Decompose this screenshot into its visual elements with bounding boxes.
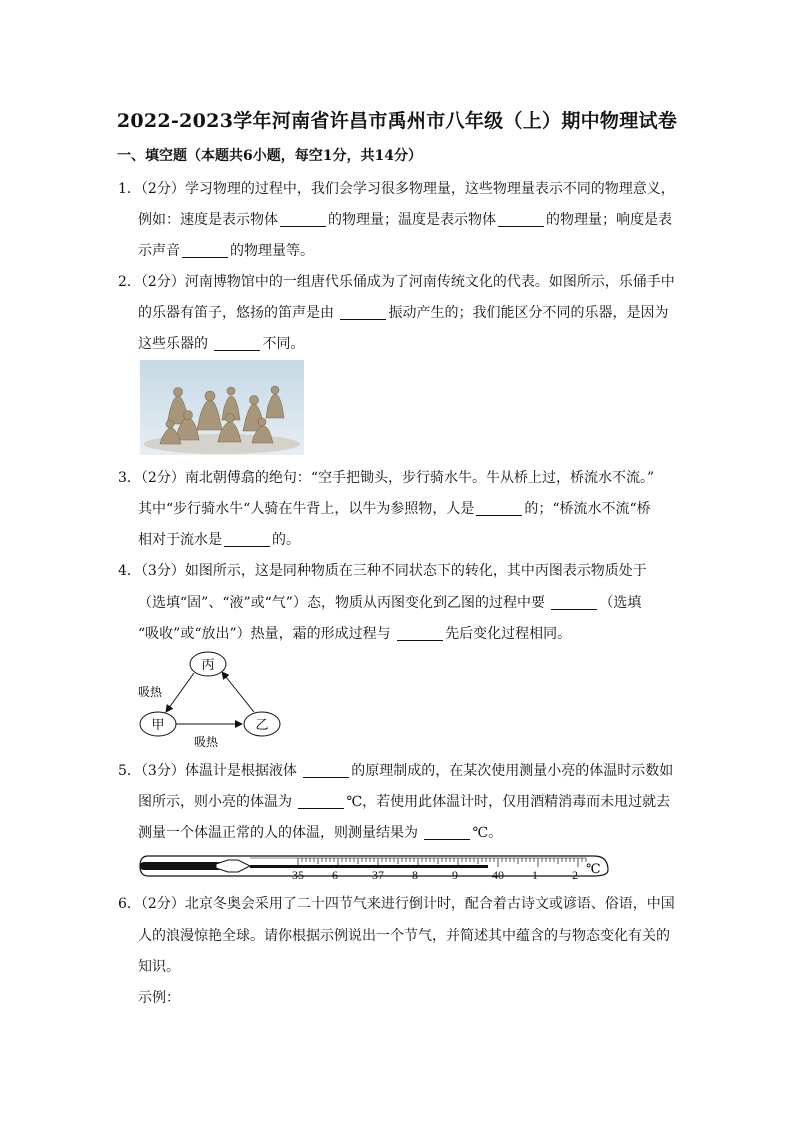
answer-blank[interactable] bbox=[498, 212, 544, 227]
edge-bottom-label: 吸热 bbox=[194, 735, 219, 749]
answer-blank[interactable] bbox=[551, 595, 597, 610]
q1-text: 的物理量；温度是表示物体 bbox=[328, 212, 496, 228]
edge-left-label: 吸热 bbox=[138, 685, 163, 699]
q5-text: 图所示，则小亮的体温为 bbox=[138, 794, 297, 810]
q1-text: 的物理量；响度是表 bbox=[546, 212, 672, 228]
answer-blank[interactable] bbox=[340, 305, 386, 320]
arrow-yi-to-bing bbox=[222, 672, 254, 712]
q3-text: 相对于流水是 bbox=[138, 532, 222, 548]
q4-text: （选填“固”、“液”或“气”）态，物质从丙图变化到乙图的过程中要 bbox=[138, 595, 550, 611]
q4-line3 bbox=[138, 623, 571, 643]
q5-text: 的原理制成的，在某次使用测量小亮的体温时示数如 bbox=[351, 763, 674, 779]
node-bing-label: 丙 bbox=[201, 658, 215, 673]
q3-text: 的。 bbox=[272, 532, 300, 548]
node-jia-label: 甲 bbox=[151, 718, 165, 733]
thermometer-unit: ℃ bbox=[586, 862, 601, 877]
tick-label: 6 bbox=[332, 868, 338, 882]
q3-text: 其中“步行骑水牛“人骑在牛背上，以牛为参照物，人是 bbox=[138, 501, 475, 517]
answer-blank[interactable] bbox=[182, 243, 228, 258]
answer-blank[interactable] bbox=[303, 763, 349, 778]
q4-text: 先后变化过程相同。 bbox=[445, 626, 572, 642]
tick-label: 9 bbox=[452, 868, 458, 882]
tick-label: 2 bbox=[572, 868, 578, 882]
q3-line2 bbox=[138, 498, 651, 518]
q2-text: 不同。 bbox=[262, 336, 305, 352]
q4-text: （选填 bbox=[599, 595, 642, 611]
tick-label: 1 bbox=[532, 868, 538, 882]
q5-line2 bbox=[138, 791, 670, 811]
thermometer-figure bbox=[138, 850, 610, 882]
q5-text: 5．（3分）体温计是根据液体 bbox=[118, 763, 302, 779]
q5-text: ℃，若使用此体温计时，仅用酒精消毒而未甩过就去 bbox=[346, 794, 671, 810]
q5-line1 bbox=[118, 760, 673, 780]
q6-line2: 人的浪漫惊艳全球。请你根据示例说出一个节气，并简述其中蕴含的与物态变化有关的 bbox=[138, 928, 670, 944]
tick-label: 35 bbox=[292, 868, 304, 882]
q2-line1: 2．（2分）河南博物馆中的一组唐代乐俑成为了河南传统文化的代表。如图所示，乐俑手中 bbox=[118, 274, 675, 290]
answer-blank[interactable] bbox=[397, 626, 443, 641]
q6-line3: 知识。 bbox=[138, 959, 180, 975]
q1-line2 bbox=[138, 209, 672, 229]
answer-blank[interactable] bbox=[214, 336, 260, 351]
q5-line3 bbox=[138, 822, 502, 842]
q4-text: “吸收”或“放出”）热量，霜的形成过程与 bbox=[138, 626, 396, 642]
answer-blank[interactable] bbox=[424, 825, 470, 840]
q6-line4: 示例： bbox=[138, 990, 180, 1006]
q2-text: 振动产生的；我们能区分不同的乐器，是因为 bbox=[388, 305, 669, 321]
q2-line2 bbox=[138, 302, 668, 322]
q4-line2 bbox=[138, 592, 641, 612]
q3-text: 的；“桥流水不流“桥 bbox=[524, 501, 651, 517]
q2-text: 这些乐器的 bbox=[138, 336, 213, 352]
q4-line1: 4．（3分）如图所示，这是同种物质在三种不同状态下的转化，其中丙图表示物质处于 bbox=[118, 563, 647, 579]
tick-label: 8 bbox=[412, 868, 418, 882]
q5-text: 测量一个体温正常的人的体温，则测量结果为 bbox=[138, 825, 423, 841]
state-change-diagram bbox=[130, 648, 300, 750]
q1-text: 示声音 bbox=[138, 243, 180, 259]
answer-blank[interactable] bbox=[224, 532, 270, 547]
q3-line1: 3．（2分）南北朝傅翕的绝句：“空手把锄头，步行骑水牛。牛从桥上过，桥流水不流。” bbox=[118, 470, 655, 486]
q2-text: 的乐器有笛子，悠扬的笛声是由 bbox=[138, 305, 339, 321]
q3-line3 bbox=[138, 529, 300, 549]
tick-label: 37 bbox=[372, 868, 384, 882]
section-heading: 一、填空题（本题共6小题，每空1分，共14分） bbox=[117, 148, 422, 164]
answer-blank[interactable] bbox=[298, 794, 344, 809]
q1-line1: 1．（2分）学习物理的过程中，我们会学习很多物理量，这些物理量表示不同的物理意义， bbox=[118, 181, 675, 197]
q6-line1: 6．（2分）北京冬奥会采用了二十四节气来进行倒计时，配合着古诗文或谚语、俗语，中国 bbox=[118, 896, 675, 912]
page-title: 2022-2023学年河南省许昌市禹州市八年级（上）期中物理试卷 bbox=[116, 110, 678, 132]
q2-line3 bbox=[138, 333, 304, 353]
node-yi-label: 乙 bbox=[255, 718, 269, 733]
answer-blank[interactable] bbox=[476, 501, 522, 516]
answer-blank[interactable] bbox=[280, 212, 326, 227]
q1-text: 的物理量等。 bbox=[230, 243, 314, 259]
q5-text: ℃。 bbox=[472, 825, 503, 841]
tick-label: 40 bbox=[492, 868, 504, 882]
arrow-bing-to-jia bbox=[166, 673, 194, 712]
figurines-photo bbox=[140, 360, 304, 455]
q1-text: 例如：速度是表示物体 bbox=[138, 212, 278, 228]
q1-line3 bbox=[138, 240, 314, 260]
